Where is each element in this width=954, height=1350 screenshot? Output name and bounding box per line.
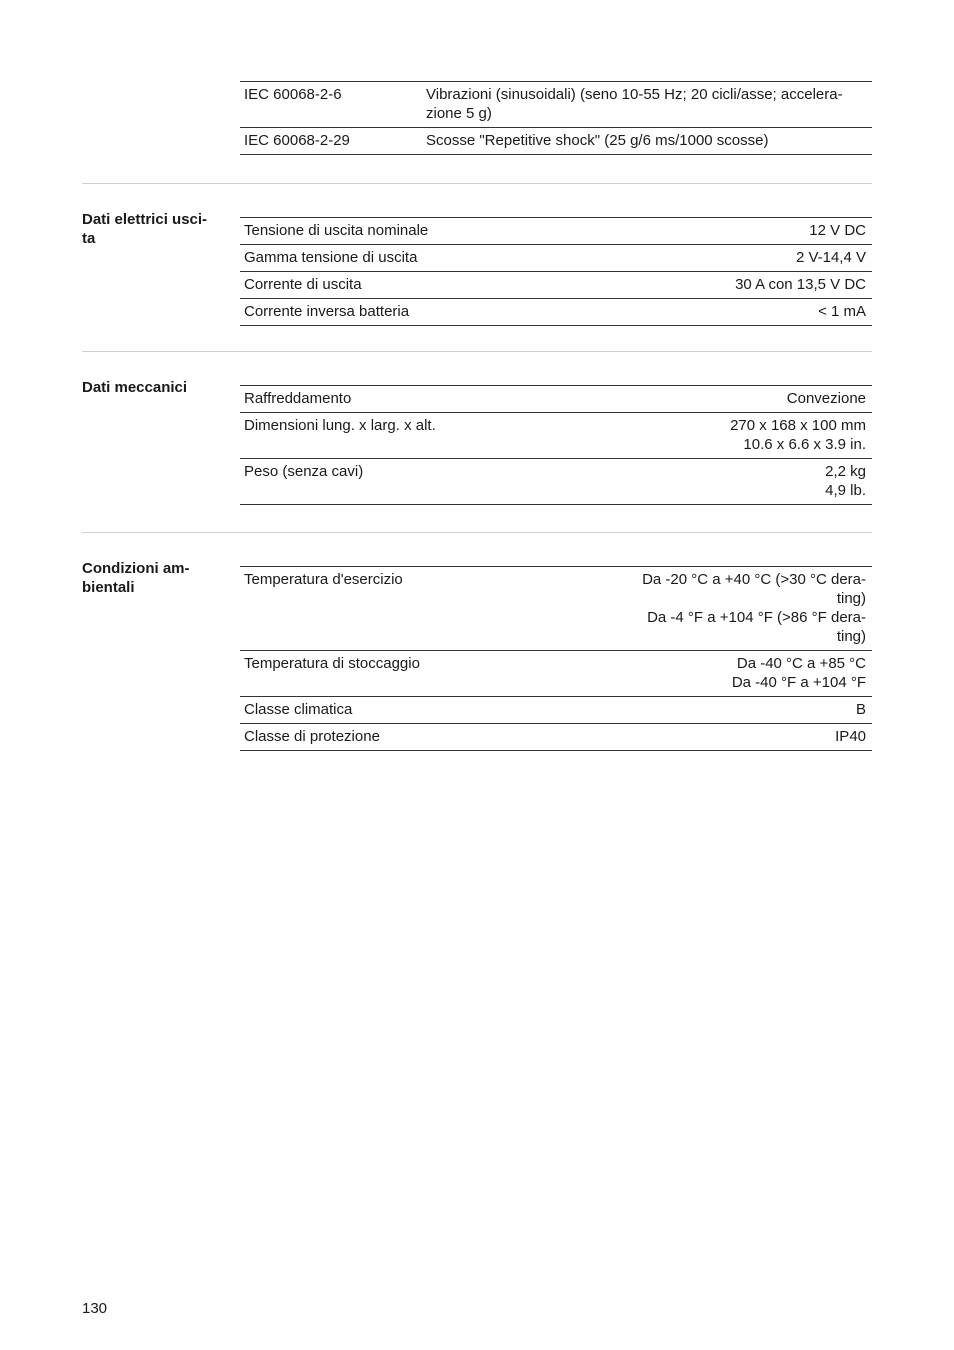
- spec-value-line: 12 V DC: [809, 222, 866, 239]
- section-title-line: Dati meccanici: [82, 379, 188, 396]
- table-row: [240, 567, 872, 651]
- spec-label: Tensione di uscita nominale: [244, 222, 429, 239]
- spec-value: [544, 727, 872, 746]
- section-title-mechanical: [82, 378, 222, 397]
- section-divider: [82, 351, 872, 352]
- environmental-specs-table: [240, 566, 872, 751]
- spec-value: [544, 416, 872, 454]
- section-title-environmental: [82, 559, 222, 597]
- spec-value-line: 2,2 kg: [825, 463, 866, 480]
- spec-value-line: Convezione: [786, 390, 866, 407]
- spec-value-line: 2 V-14,4 V: [795, 249, 866, 266]
- spec-value-line: < 1 mA: [818, 303, 866, 320]
- spec-value-line: Da -40 °F a +104 °F: [731, 674, 866, 691]
- standard-description: [426, 131, 872, 150]
- section-title-electrical: [82, 210, 222, 248]
- table-row: [240, 245, 872, 272]
- section-divider: [82, 532, 872, 533]
- standard-description-line: Scosse "Repetitive shock" (25 g/6 ms/1000 scosse): [426, 132, 769, 149]
- spec-value: [544, 700, 872, 719]
- section-title-line: ta: [82, 230, 96, 247]
- spec-value-line: ting): [836, 590, 866, 607]
- spec-value-line: Da -40 °C a +85 °C: [736, 655, 866, 672]
- spec-value-line: ting): [836, 628, 866, 645]
- table-row: [240, 82, 872, 128]
- standard-code: IEC 60068-2-6: [244, 86, 342, 103]
- spec-value: [544, 570, 872, 646]
- table-row: [240, 651, 872, 697]
- spec-value-line: 10.6 x 6.6 x 3.9 in.: [743, 436, 866, 453]
- spec-value: [544, 654, 872, 692]
- table-row: [240, 413, 872, 459]
- spec-value-line: Da -20 °C a +40 °C (>30 °C dera-: [642, 571, 866, 588]
- spec-label: Corrente inversa batteria: [244, 303, 410, 320]
- standard-code: IEC 60068-2-29: [244, 132, 350, 149]
- table-row: [240, 724, 872, 751]
- electrical-specs-table: [240, 217, 872, 326]
- spec-label: Classe di protezione: [244, 728, 380, 745]
- spec-label: Gamma tensione di uscita: [244, 249, 418, 266]
- spec-value-line: Da -4 °F a +104 °F (>86 °F dera-: [647, 609, 866, 626]
- table-row: [240, 697, 872, 724]
- spec-value-line: 4,9 lb.: [825, 482, 866, 499]
- spec-label: Raffreddamento: [244, 390, 352, 407]
- spec-value: [544, 275, 872, 294]
- mechanical-specs-table: [240, 385, 872, 505]
- spec-label: Corrente di uscita: [244, 276, 362, 293]
- table-row: [240, 218, 872, 245]
- section-title-line: Condizioni am-: [82, 560, 190, 577]
- standard-description-line: zione 5 g): [426, 105, 492, 122]
- spec-value: [544, 389, 872, 408]
- spec-label: Temperatura d'esercizio: [244, 571, 403, 588]
- spec-value: [544, 302, 872, 321]
- spec-label: Temperatura di stoccaggio: [244, 655, 420, 672]
- standard-description-line: Vibrazioni (sinusoidali) (seno 10-55 Hz; 20 cicli/asse; accelera-: [426, 86, 843, 103]
- spec-value: [544, 248, 872, 267]
- section-divider: [82, 183, 872, 184]
- table-row: [240, 386, 872, 413]
- section-title-line: bientali: [82, 579, 135, 596]
- page-number: 130: [82, 1300, 108, 1317]
- section-title-line: Dati elettrici usci-: [82, 211, 208, 228]
- table-row: [240, 459, 872, 505]
- spec-label: Classe climatica: [244, 701, 353, 718]
- spec-value: [544, 462, 872, 500]
- spec-value: [544, 221, 872, 240]
- table-row: [240, 128, 872, 155]
- spec-value-line: B: [855, 701, 866, 718]
- standard-description: [426, 85, 872, 123]
- standards-table: [240, 81, 872, 155]
- spec-value-line: 30 A con 13,5 V DC: [735, 276, 866, 293]
- spec-value-line: IP40: [835, 728, 866, 745]
- spec-value-line: 270 x 168 x 100 mm: [730, 417, 866, 434]
- table-row: [240, 299, 872, 326]
- spec-label: Peso (senza cavi): [244, 463, 364, 480]
- spec-label: Dimensioni lung. x larg. x alt.: [244, 417, 436, 434]
- table-row: [240, 272, 872, 299]
